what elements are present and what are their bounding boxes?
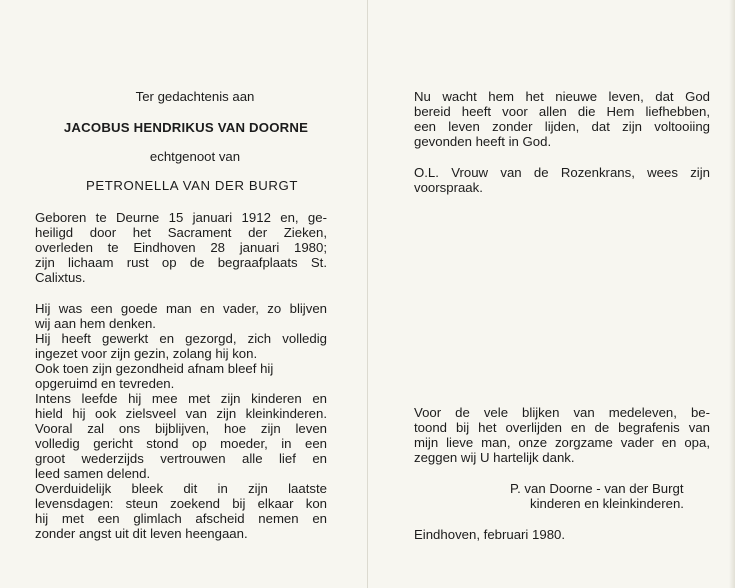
thanks-line: zeggen wij U hartelijk dank. bbox=[414, 450, 575, 465]
spouse-name: PETRONELLA VAN DER BURGT bbox=[85, 178, 298, 193]
prayer-line: bereid heeft voor allen die Hem liefhebben, bbox=[414, 104, 710, 119]
memorial-intro: Ter gedachtenis aan bbox=[135, 89, 255, 104]
tribute-line: volledig gericht stond op moeder, in een bbox=[35, 436, 327, 451]
card-edge-shadow bbox=[729, 0, 735, 588]
tribute-line: zonder angst uit dit leven heengaan. bbox=[35, 526, 248, 541]
bio-line: heiligd door het Sacrament der Zieken, bbox=[35, 225, 327, 240]
tribute-line: Hij was een goede man en vader, zo blijven bbox=[35, 301, 327, 316]
fold-line bbox=[367, 0, 368, 588]
tribute-line: Vooral zal ons bijblijven, hoe zijn leven bbox=[35, 421, 327, 436]
bio-line: zijn lichaam rust op de begraafplaats St. bbox=[35, 255, 327, 270]
tribute-line: Intens leefde hij mee met zijn kinderen en bbox=[35, 391, 327, 406]
prayer-line: gevonden heeft in God. bbox=[414, 134, 552, 149]
tribute-line: Hij heeft gewerkt en gezorgd, zich volledig bbox=[35, 331, 327, 346]
spouse-intro: echtgenoot van bbox=[149, 149, 241, 164]
tribute-line: opgeruimd en tevreden. bbox=[35, 376, 175, 391]
signature-line: P. van Doorne - van der Burgt bbox=[510, 481, 684, 496]
deceased-name: JACOBUS HENDRIKUS VAN DOORNE bbox=[63, 120, 309, 135]
invocation-line: O.L. Vrouw van de Rozenkrans, wees zijn bbox=[414, 165, 710, 180]
tribute-line: wij aan hem denken. bbox=[35, 316, 156, 331]
tribute-line: leed samen delend. bbox=[35, 466, 151, 481]
tribute-line: groot wederzijds vertrouwen alle lief en bbox=[35, 451, 327, 466]
bio-line: Geboren te Deurne 15 januari 1912 en, ge- bbox=[35, 210, 327, 225]
thanks-line: toond bij het overlijden en de begrafenis van bbox=[414, 420, 710, 435]
thanks-line: Voor de vele blijken van medeleven, be- bbox=[414, 405, 710, 420]
tribute-line: ingezet voor zijn gezin, zolang hij kon. bbox=[35, 346, 258, 361]
tribute-line: hield hij ook zielsveel van zijn kleinkinderen. bbox=[35, 406, 327, 421]
tribute-line: levensdagen: steun zoekend bij elkaar kon bbox=[35, 496, 327, 511]
invocation-line: voorspraak. bbox=[414, 180, 483, 195]
prayer-line: een leven zonder lijden, dat zijn voltooiing bbox=[414, 119, 710, 134]
thanks-line: mijn lieve man, onze zorgzame vader en opa, bbox=[414, 435, 710, 450]
tribute-line: Overduidelijk bleek dit in zijn laatste bbox=[35, 481, 327, 496]
bio-line: Calixtus. bbox=[35, 270, 86, 285]
place-date: Eindhoven, februari 1980. bbox=[414, 527, 566, 542]
signature-line: kinderen en kleinkinderen. bbox=[530, 496, 684, 511]
tribute-line: Ook toen zijn gezondheid afnam bleef hij bbox=[35, 361, 274, 376]
prayer-line: Nu wacht hem het nieuwe leven, dat God bbox=[414, 89, 710, 104]
tribute-line: hij met een glimlach afscheid nemen en bbox=[35, 511, 327, 526]
bio-line: overleden te Eindhoven 28 januari 1980; bbox=[35, 240, 327, 255]
